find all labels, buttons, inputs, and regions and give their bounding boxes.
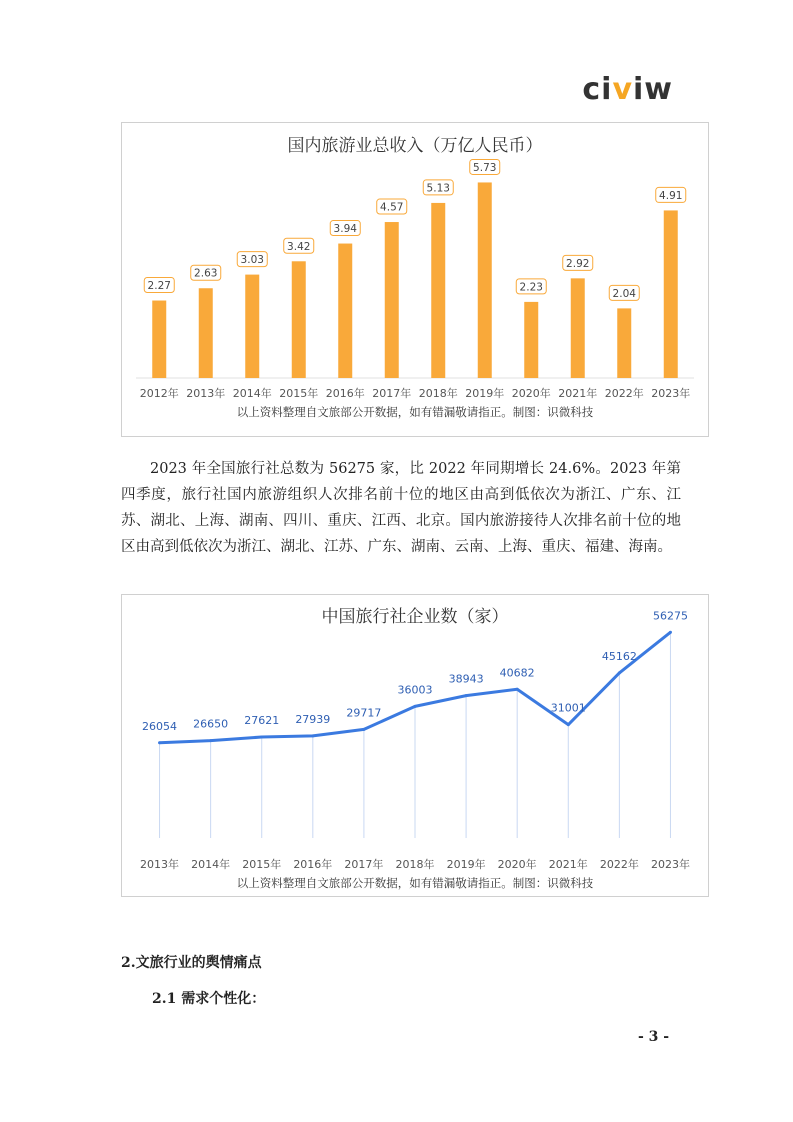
x-tick-label: 2018年 — [418, 387, 458, 400]
bar-value-label: 3.42 — [287, 240, 311, 253]
chart-source-note: 以上资料整理自文旅部公开数据，如有错漏敬请指正。制图：识微科技 — [236, 405, 594, 419]
data-label: 27939 — [295, 712, 331, 726]
x-tick-label: 2016年 — [325, 387, 365, 400]
x-tick-label: 2017年 — [344, 858, 384, 871]
tourism-revenue-chart-svg — [122, 123, 708, 436]
x-tick-label: 2017年 — [372, 387, 412, 400]
x-tick-label: 2020年 — [511, 387, 551, 400]
bar-2017年 — [385, 222, 399, 378]
data-point — [209, 739, 212, 742]
chart-source-note: 以上资料整理自文旅部公开数据，如有错漏敬请指正。制图：识微科技 — [236, 876, 594, 890]
data-label: 27621 — [244, 714, 280, 728]
x-tick-label: 2021年 — [548, 858, 588, 871]
data-label: 40682 — [499, 666, 535, 680]
bar-value-label: 5.73 — [473, 161, 497, 174]
body-paragraph: 2023 年全国旅行社总数为 56275 家，比 2022 年同期增长 24.6%。2023 年第四季度，旅行社国内旅游组织人次排名前十位的地区由高到低依次为浙江、广东、江苏、湖北、上海、湖南、四川、重庆、江西、北京。国内旅游接待人次排名前十位的地区由高到低依次为浙江、湖北、江苏、广东、湖南、云南、上海、重庆、福建、海南。 — [121, 461, 681, 555]
bar-2020年 — [524, 302, 538, 378]
bar-2016年 — [338, 244, 352, 378]
x-tick-label: 2013年 — [140, 858, 180, 871]
x-tick-label: 2012年 — [139, 387, 179, 400]
data-point — [516, 688, 519, 691]
data-point — [311, 734, 314, 737]
bar-value-label: 4.91 — [659, 189, 683, 202]
bar-2015年 — [292, 261, 306, 378]
bar-2022年 — [617, 308, 631, 378]
x-tick-label: 2019年 — [465, 387, 505, 400]
data-label: 38943 — [448, 672, 484, 686]
x-tick-label: 2014年 — [191, 858, 231, 871]
bar-value-label: 2.27 — [147, 280, 171, 293]
bar-2019年 — [478, 182, 492, 378]
data-point — [260, 736, 263, 739]
x-tick-label: 2018年 — [395, 858, 435, 871]
data-point — [669, 631, 672, 634]
bar-2018年 — [431, 203, 445, 378]
x-tick-label: 2019年 — [446, 858, 486, 871]
bar-value-label: 2.04 — [612, 287, 636, 300]
chart-title: 国内旅游业总收入（万亿人民币） — [287, 136, 543, 156]
civiw-logo: civiw — [582, 72, 673, 107]
chart-title: 中国旅行社企业数（家） — [321, 607, 509, 627]
bar-2012年 — [152, 301, 166, 378]
travel-agency-count-chart — [121, 594, 709, 897]
section-heading-2-1: 2.1 需求个性化： — [152, 991, 266, 1007]
x-tick-label: 2023年 — [651, 387, 691, 400]
data-label: 56275 — [652, 609, 688, 623]
section-heading-2: 2.文旅行业的舆情痛点 — [121, 955, 262, 971]
bar-2013年 — [199, 288, 213, 378]
tourism-revenue-chart — [121, 122, 709, 437]
data-label: 31001 — [550, 701, 586, 715]
data-point — [414, 705, 417, 708]
x-tick-label: 2013年 — [186, 387, 226, 400]
bar-value-label: 2.63 — [194, 267, 218, 280]
data-label: 29717 — [346, 706, 382, 720]
x-tick-label: 2022年 — [604, 387, 644, 400]
data-label: 26054 — [142, 719, 178, 733]
data-label: 36003 — [397, 683, 433, 697]
page-number: - 3 - — [638, 1029, 670, 1045]
bar-2014年 — [245, 275, 259, 378]
bar-2023年 — [664, 210, 678, 378]
data-point — [567, 723, 570, 726]
bar-value-label: 2.23 — [519, 281, 543, 294]
data-label: 45162 — [601, 649, 637, 663]
data-point — [158, 741, 161, 744]
bar-value-label: 3.94 — [333, 223, 357, 236]
bar-value-label: 2.92 — [566, 257, 590, 270]
data-point — [362, 728, 365, 731]
bar-value-label: 3.03 — [240, 254, 264, 267]
data-point — [618, 671, 621, 674]
bar-2021年 — [571, 278, 585, 378]
x-tick-label: 2022年 — [599, 858, 639, 871]
x-tick-label: 2023年 — [650, 858, 690, 871]
x-tick-label: 2020年 — [497, 858, 537, 871]
bar-value-label: 5.13 — [426, 182, 450, 195]
x-tick-label: 2014年 — [232, 387, 272, 400]
data-point — [465, 694, 468, 697]
data-label: 26650 — [193, 717, 229, 731]
travel-agency-count-chart-svg — [122, 595, 708, 896]
x-tick-label: 2021年 — [558, 387, 598, 400]
x-tick-label: 2016年 — [293, 858, 333, 871]
bar-value-label: 4.57 — [380, 201, 404, 214]
x-tick-label: 2015年 — [242, 858, 282, 871]
x-tick-label: 2015年 — [279, 387, 319, 400]
